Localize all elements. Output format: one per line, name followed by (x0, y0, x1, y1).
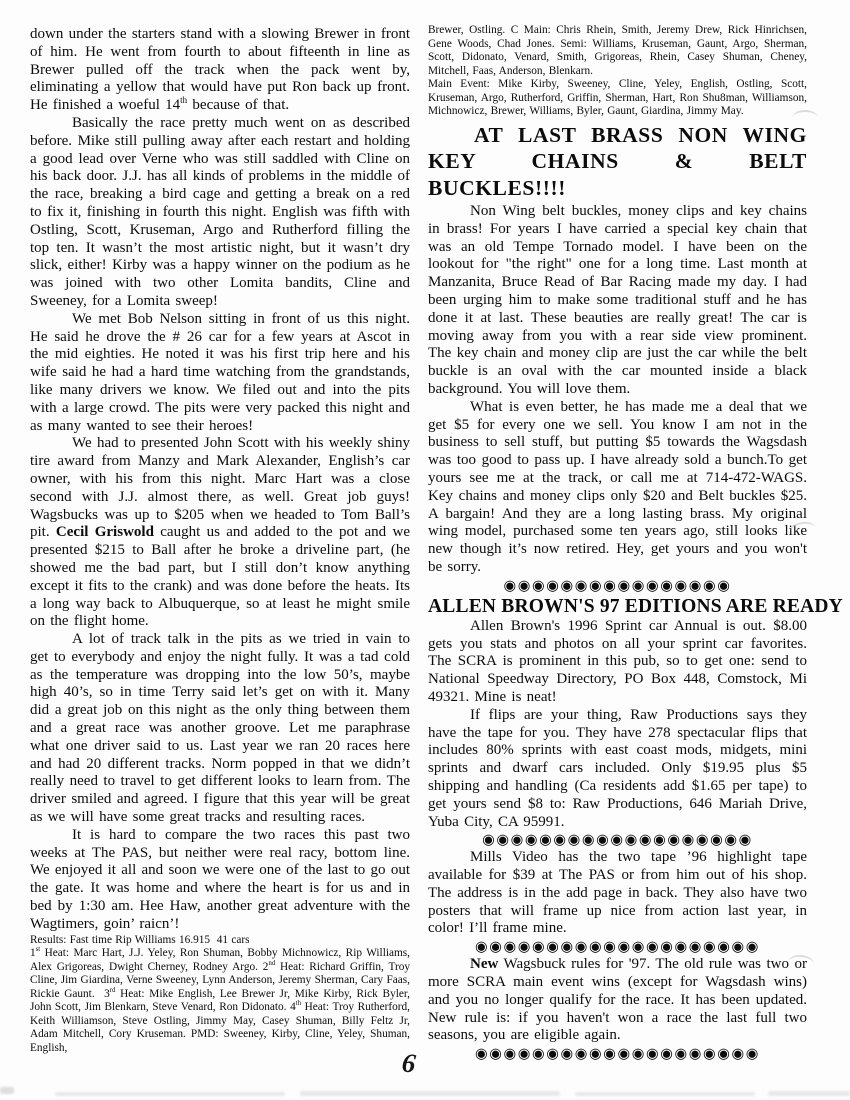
text-run: We had to presented John Scott with his weekly shiny tire award from Manzy and Mark Alexander, English’s car owner, with his from this night. Marc Hart was a close second with J.J. almost there, as well. Great job guys! Wagsbucks was up to $205 when we headed to Tom Ball’s pit. (30, 435, 410, 541)
text-run: If flips are your thing, Raw Productions says they have the tape for you. They have 278 spectacular flips that includes 80% sprints with east coast mods, midgets, mini sprints and dwarf cars included. Only $19.95 plus $5 shipping and handling (Ca residents add $1.65 per tape) to get yours send $8 to: Raw Productions, 646 Mariah Drive, Yuba City, CA 95991. (428, 706, 807, 830)
results-c-main-semi (428, 24, 807, 78)
text-run: Results: Fast time Rip Williams 16.915 41 cars (30, 933, 250, 946)
paragraph-new-wagsbuck-rules (428, 956, 807, 1045)
results-fast-time (30, 934, 410, 948)
heading-brass-key-chains (428, 119, 807, 204)
results-heats (30, 947, 410, 1055)
text-run: because of that. (187, 97, 290, 114)
paragraph-shiny-tire-award (30, 435, 410, 631)
text-run: Non Wing belt buckles, money clips and key chains in brass! For years I have carried a special key chain that was an old Tempe Tornado model. I have been on the lookout for "the right" one for a long time. Last month at Manzanita, Bruce Read of Bar Racing made my day. I had been urging him to make some traditional stuff and he has done it at last. These beauties are really great! The car is moving away from you with a rear side view prominent. The key chain and money clip are just the car while the belt buckle is an oval with the car mounted inside a black background. You will love them. (428, 203, 807, 397)
text-run: ◉◉◉◉◉◉◉◉◉◉◉◉◉◉◉◉◉◉◉◉ (474, 1046, 761, 1063)
paragraph-deal-pricing (428, 399, 807, 577)
text-run: Basically the race pretty much went on as described before. Mike still pulling away after each restart and holding a good lead over Verne who was still saddled with Cline on his back door. J.J. has all kinds of problems in the middle of the race, breaking a bird cage and getting a break on a red to fix it, finishing in fourth this night. English was fifth with Ostling, Scott, Kruseman, Argo and Rutherford filling the top ten. It wasn’t the most artistic night, but it wasn’t dry slick, either! Kirby was a happy winner on the podium as he was joined with two other Lomita bandits, Cline and Sweeney, for a Lomita sweep! (30, 114, 410, 309)
divider-bullets-2 (428, 831, 807, 849)
scan-crease (792, 110, 818, 126)
scan-artifact (0, 1087, 14, 1094)
text-run: ◉◉◉◉◉◉◉◉◉◉◉◉◉◉◉◉◉◉◉◉ (474, 939, 761, 956)
scan-crease (787, 954, 814, 972)
bold-text: New (470, 956, 499, 973)
superscript-text: rd (109, 986, 116, 994)
text-run: Brewer, Ostling. C Main: Chris Rhein, Smith, Jeremy Drew, Rick Hinrichsen, Gene Woods, Chad Jones. Semi: Williams, Kruseman, Gaunt, Argo, Sherman, Scott, Didonato, Venard, Smith, Grigoreas, Rhein, Casey Shuman, Cheney, Mitchell, Faas, Anderson, Blenkarn. (428, 24, 807, 77)
text-run: Heat: Troy Rutherford, Keith Williamson, Steve Ostling, Jimmy May, Casey Shuman, Billy Feltz Jr, Adam Mitchell, Cory Kruseman. PMD: Sweeney, Kirby, Cline, Yeley, Shuman, English, (30, 1001, 410, 1054)
right-column (428, 24, 843, 1063)
paragraph-mills-video (428, 849, 807, 938)
scan-artifact (768, 1091, 850, 1096)
scan-artifact (300, 1091, 560, 1096)
superscript-text: th (180, 95, 188, 106)
text-run: It is hard to compare the two races this past two weeks at The PAS, but neither were real racy, bottom line. We enjoyed it all and soon we were one of the last to go out the gate. It was home and where the heart is for us and in bed by 1:30 am. Hee Haw, another great adventure with the Wagtimers, goin’ raicn’! (30, 826, 410, 932)
divider-bullets-3 (428, 938, 807, 956)
text-run: Heat: Richard Griffin, Troy Cline, Jim Giardina, Verne Sweeney, Lynn Anderson, Jeremy Sherman, Cary Faas, Rickie Gaunt. 3 (30, 960, 411, 1000)
text-run: ◉◉◉◉◉◉◉◉◉◉◉◉◉◉◉◉◉◉◉ (482, 832, 753, 849)
text-run: caught us and added to the pot and we presented $215 to Ball after he broke a driveline part, (he showed me the bad part, but I still don’t know anything except it fits to the crank) and was done before the heats. Its a long way back to Albuquerque, so at least he might smile on the flight home. (30, 524, 411, 630)
divider-bullets-4 (428, 1045, 807, 1063)
paragraph-race-recap (30, 115, 410, 311)
paragraph-sprint-annual (428, 618, 807, 707)
superscript-text: st (35, 946, 41, 954)
heading-allen-brown-editions (428, 595, 843, 618)
text-run: down under the starters stand with a slowing Brewer in front of him. He went from fourth to about fifteenth in line as Brewer pulled off the track when the pack went by, eliminating a yellow that would have put Ron back up front. He finished a woeful 14 (30, 26, 410, 114)
paragraph-brewer-incident (30, 26, 410, 115)
paragraph-non-wing-buckles (428, 203, 807, 399)
text-run: ◉◉◉◉◉◉◉◉◉◉◉◉◉◉◉◉ (503, 577, 732, 594)
scan-artifact (575, 1092, 755, 1096)
text-run: AT LAST BRASS NON WING KEY CHAINS & BELT BUCKLES!!!! (428, 122, 807, 200)
text-run: Allen Brown's 1996 Sprint car Annual is out. $8.00 gets you stats and photos on all your sprint car favorites. The SCRA is prominent in this pub, so to get one: send to National Speedway Directory, PO Box 448, Comstock, Mi 49321. Mine is neat! (428, 617, 807, 705)
text-run: A lot of track talk in the pits as we tried in vain to get to everybody and enjoy the night fully. It was a tad cold as the temperature was dropping into the low 50’s, maybe high 40’s, so in time Terry said let’s get on with it. Many did a great job on this night as the only thing between them and a great race was another groove. Let me paraphrase what one driver said to us. Last year we ran 20 races here and had 20 different tracks. Norm popped in that we didn’t really need to travel to get different looks to learn from. The driver smiled and agreed. I figure that this year will be great as we will have some great tracks and resulting races. (30, 631, 410, 826)
left-column (30, 26, 410, 1055)
paragraph-two-races-compare (30, 827, 410, 934)
text-run: Main Event: Mike Kirby, Sweeney, Cline, Yeley, English, Ostling, Scott, Kruseman, Argo, Rutherford, Griffin, Sherman, Hart, Ron Shu8man, Williamson, Michnowicz, Brewer, Williams, Byler, Gaunt, Giardina, Jimmy May. (428, 78, 807, 117)
text-run: We met Bob Nelson sitting in front of us this night. He said he drove the # 26 car for a few years at Ascot in the mid eighties. He noted it was his first trip here and his wife said he had a hard time watching from the grandstands, like many drivers we know. We filed out and into the pits with a large crowd. The pits were very packed this night and as many wanted to see their heroes! (30, 310, 410, 434)
results-main-event (428, 78, 807, 119)
text-run: ALLEN BROWN'S 97 EDITIONS ARE READY (428, 595, 843, 617)
text-run: Heat: Marc Hart, J.J. Yeley, Ron Shuman, Bobby Michnowicz, Rip Williams, Alex Grigoreas, Dwight Cherney, Rodney Argo. 2 (30, 947, 410, 973)
text-run: 1 (30, 947, 36, 960)
scan-artifact (55, 1092, 285, 1096)
superscript-text: nd (268, 959, 276, 967)
paragraph-track-talk (30, 631, 410, 827)
bold-text: Cecil Griswold (55, 524, 154, 541)
text-run: Wagsbuck rules for '97. The old rule was two or more SCRA main event wins (except for Wagsdash wins) and you no longer qualify for the race. It has been updated. New rule is: if you haven't won a race the last full two seasons, you are eligible again. (428, 956, 807, 1044)
handwritten-page-number: 6 (400, 1047, 418, 1079)
superscript-text: th (295, 1000, 301, 1008)
text-run: Mills Video has the two tape ’96 highlight tape available for $39 at The PAS or from him out of his shop. The address is in the add page in back. They also have two posters that will frame up nice from action last year, in color! I’ll frame mine. (428, 849, 807, 937)
text-run: What is even better, he has made me a deal that we get $5 for every one we sell. You know I am not in the business to sell stuff, but putting $5 towards the Wagsdash was too good to pass up. I have already sold a bunch.To get yours see me at the track, or call me at 714-472-WAGS. Key chains and money clips only $20 and Belt buckles $25. A bargain! And they are a long lasting brass. My original wing model, purchased some ten years ago, still looks like new though it’s now retired. Hey, get yours and you won't be sorry. (428, 398, 807, 575)
divider-bullets-1 (428, 577, 807, 595)
text-run: Heat: Mike English, Lee Brewer Jr, Mike Kirby, Rick Byler, John Scott, Jim Blenkarn, Steve Venard, Ron Didonato. 4 (30, 987, 411, 1014)
paragraph-raw-productions (428, 707, 807, 832)
paragraph-bob-nelson (30, 311, 410, 436)
